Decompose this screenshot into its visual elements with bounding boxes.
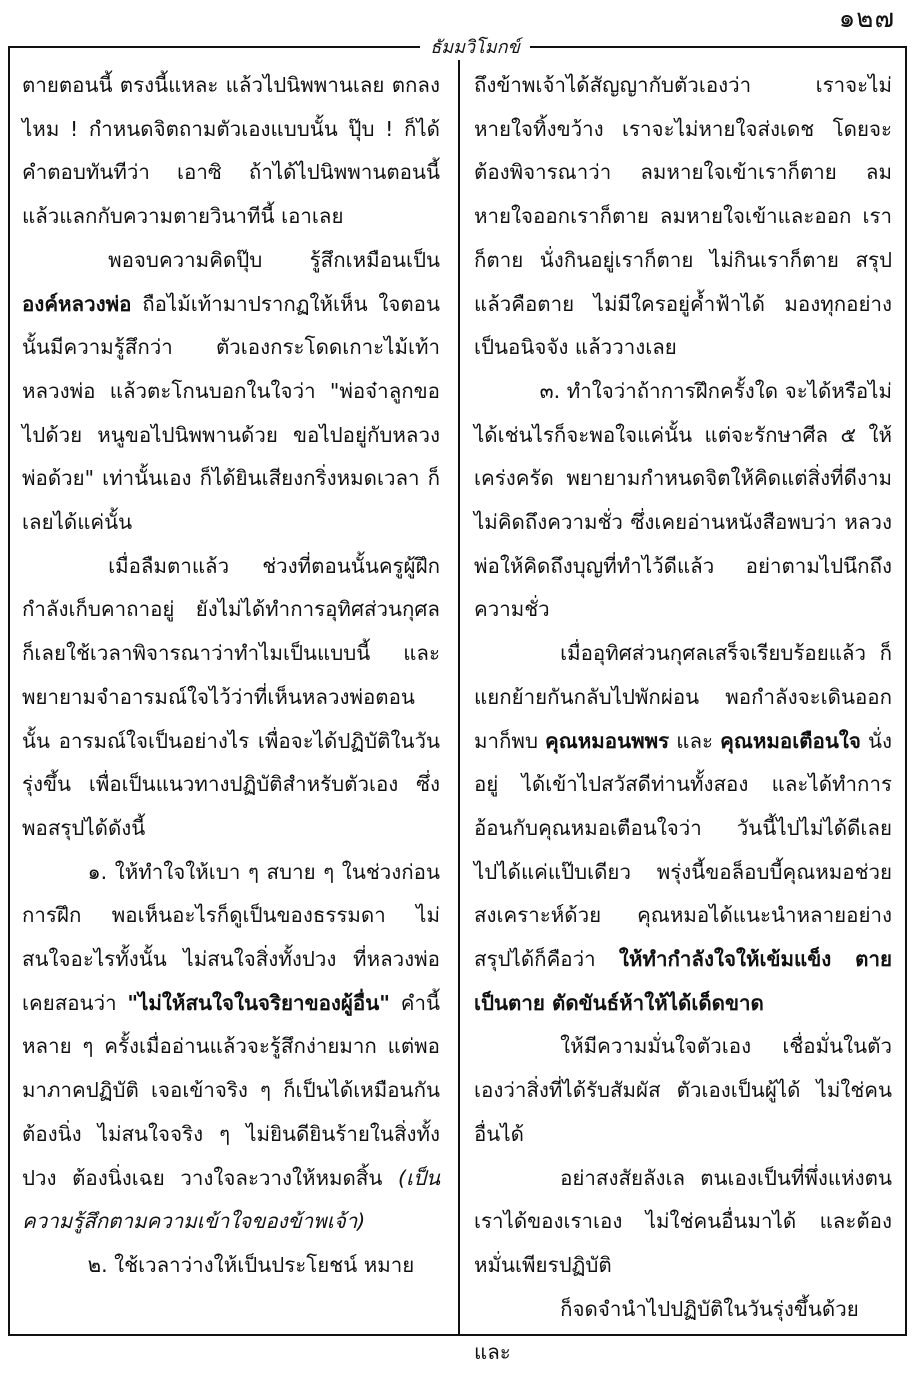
left-p2-text-a: พอจบความคิดปุ๊บ รู้สึกเหมือนเป็น xyxy=(108,247,440,272)
right-p3-bold-3: ให้ทำกำลังใจให้เข้มแข็ง ตายเป็นตาย ตัดขันธ์ห้าให้ได้เด็ดขาด xyxy=(474,947,892,1015)
left-paragraph-2 xyxy=(22,239,440,545)
left-paragraph-4 xyxy=(22,851,440,1244)
right-column xyxy=(474,64,892,1375)
left-p4-italic: (เป็นความรู้สึกตามความเข้าใจของข้าพเจ้า) xyxy=(22,1165,440,1234)
column-divider xyxy=(458,48,460,1334)
left-p4-bold: "ไม่ให้สนใจในจริยาของผู้อื่น" xyxy=(127,990,390,1015)
book-title: ธัมมวิโมกข์ xyxy=(420,36,530,60)
right-paragraph-6: ก็จดจำนำไปปฏิบัติในวันรุ่งขึ้นด้วยและ xyxy=(474,1296,859,1365)
left-paragraph-5: ๒. ใช้เวลาว่างให้เป็นประโยชน์ หมาย xyxy=(87,1252,415,1277)
right-p3-text-c: นั่งอยู่ ได้เข้าไปสวัสดีท่านทั้งสอง และได้ทำการอ้อนกับคุณหมอเตือนใจว่า วันนี้ไปไม่ได้ดีเลย ไปได้แค่แป๊บเดียว พรุ่งนี้ขอล็อบบี้คุณหมอช่วยสงเคราะห์ด้วย คุณหมอได้แนะนำหลายอย่าง สรุปได้ก็คือว่า xyxy=(474,728,892,972)
left-column xyxy=(22,64,440,1288)
left-p4-text-b: คำนี้หลาย ๆ ครั้งเมื่ออ่านแล้วจะรู้สึกง่ายมาก แต่พอมาภาคปฏิบัติ เจอเข้าจริง ๆ ก็เป็นได้เหมือนกัน ต้องนิ่ง ไม่สนใจจริง ๆ ไม่ยินดียินร้ายในสิ่งทั้งปวง ต้องนิ่งเฉย วางใจละวางให้หมดสิ้น xyxy=(22,990,440,1190)
right-paragraph-5: อย่าสงสัยลังเล ตนเองเป็นที่พึ่งแห่งตน เราได้ของเราเอง ไม่ใช่คนอื่นมาได้ และต้องหมั่นเพียรปฏิบัติ xyxy=(474,1165,892,1277)
right-p3-bold-1: คุณหมอนพพร xyxy=(545,728,670,753)
right-p3-bold-2: คุณหมอเตือนใจ xyxy=(720,728,861,753)
right-p3-text-b: และ xyxy=(669,728,721,753)
right-paragraph-2: ๓. ทำใจว่าถ้าการฝึกครั้งใด จะได้หรือไม่ได้เช่นไรก็จะพอใจแค่นั้น แต่จะรักษาศีล ๕ ให้เคร่งครัด พยายามกำหนดจิตให้คิดแต่สิ่งที่ดีงาม ไม่คิดถึงความชั่ว ซึ่งเคยอ่านหนังสือพบว่า หลวงพ่อให้คิดถึงบุญที่ทำไว้ดีแล้ว อย่าตามไปนึกถึงความชั่ว xyxy=(474,378,892,622)
page-number: ๑๒๗ xyxy=(838,4,895,34)
right-p3-text-a: เมื่ออุทิศส่วนกุศลเสร็จเรียบร้อยแล้ว ก็แยกย้ายกันกลับไปพักผ่อน พอกำลังจะเดินออกมาก็พบ xyxy=(474,641,892,753)
left-paragraph-3: เมื่อลืมตาแล้ว ช่วงที่ตอนนั้นครูผู้ฝึกกำลังเก็บคาถาอยู่ ยังไม่ได้ทำการอุทิศส่วนกุศล ก็เลยใช้เวลาพิจารณาว่าทำไมเป็นแบบนี้ และพยายามจำอารมณ์ใจไว้ว่าที่เห็นหลวงพ่อตอนนั้น อารมณ์ใจเป็นอย่างไร เพื่อจะได้ปฏิบัติในวันรุ่งขึ้น เพื่อเป็นแนวทางปฏิบัติสำหรับตัวเอง ซึ่งพอสรุปได้ดังนี้ xyxy=(22,553,440,840)
left-p2-bold: องค์หลวงพ่อ xyxy=(22,291,132,316)
right-paragraph-4: ให้มีความมั่นใจตัวเอง เชื่อมั่นในตัวเองว่าสิ่งที่ได้รับสัมผัส ตัวเองเป็นผู้ได้ ไม่ใช่คนอื่นได้ xyxy=(474,1034,892,1146)
right-paragraph-1: ถึงข้าพเจ้าได้สัญญากับตัวเองว่า เราจะไม่หายใจทิ้งขว้าง เราจะไม่หายใจส่งเดช โดยจะต้องพิจารณาว่า ลมหายใจเข้าเราก็ตาย ลมหายใจออกเราก็ตาย ลมหายใจเข้าและออก เราก็ตาย นั่งกินอยู่เราก็ตาย ไม่กินเราก็ตาย สรุปแล้วคือตาย ไม่มีใครอยู่ค้ำฟ้าได้ มองทุกอย่างเป็นอนิจจัง แล้ววางเลย xyxy=(474,73,892,360)
left-p2-text-b: ถือไม้เท้ามาปรากฏให้เห็น ใจตอนนั้นมีความรู้สึกว่า ตัวเองกระโดดเกาะไม้เท้าหลวงพ่อ แล้วตะโกนบอกในใจว่า "พ่อจ๋าลูกขอไปด้วย หนูขอไปนิพพานด้วย ขอไปอยู่กับหลวงพ่อด้วย" เท่านั้นเอง ก็ได้ยินเสียงกริ่งหมดเวลา ก็เลยได้แค่นั้น xyxy=(22,291,440,535)
left-p4-text-a: ๑. ให้ทำใจให้เบา ๆ สบาย ๆ ในช่วงก่อนการฝึก พอเห็นอะไรก็ดูเป็นของธรรมดา ไม่สนใจอะไรทั้งนั้น ไม่สนใจสิ่งทั้งปวง ที่หลวงพ่อเคยสอนว่า xyxy=(22,859,440,1015)
right-paragraph-3 xyxy=(474,632,892,1025)
left-paragraph-1: ตายตอนนี้ ตรงนี้แหละ แล้วไปนิพพานเลย ตกลงไหม ! กำหนดจิตถามตัวเองแบบนั้น ปุ๊บ ! ก็ได้คำตอบทันทีว่า เอาซิ ถ้าได้ไปนิพพานตอนนี้ แล้วแลกกับความตายวินาทีนี้ เอาเลย xyxy=(22,73,440,229)
